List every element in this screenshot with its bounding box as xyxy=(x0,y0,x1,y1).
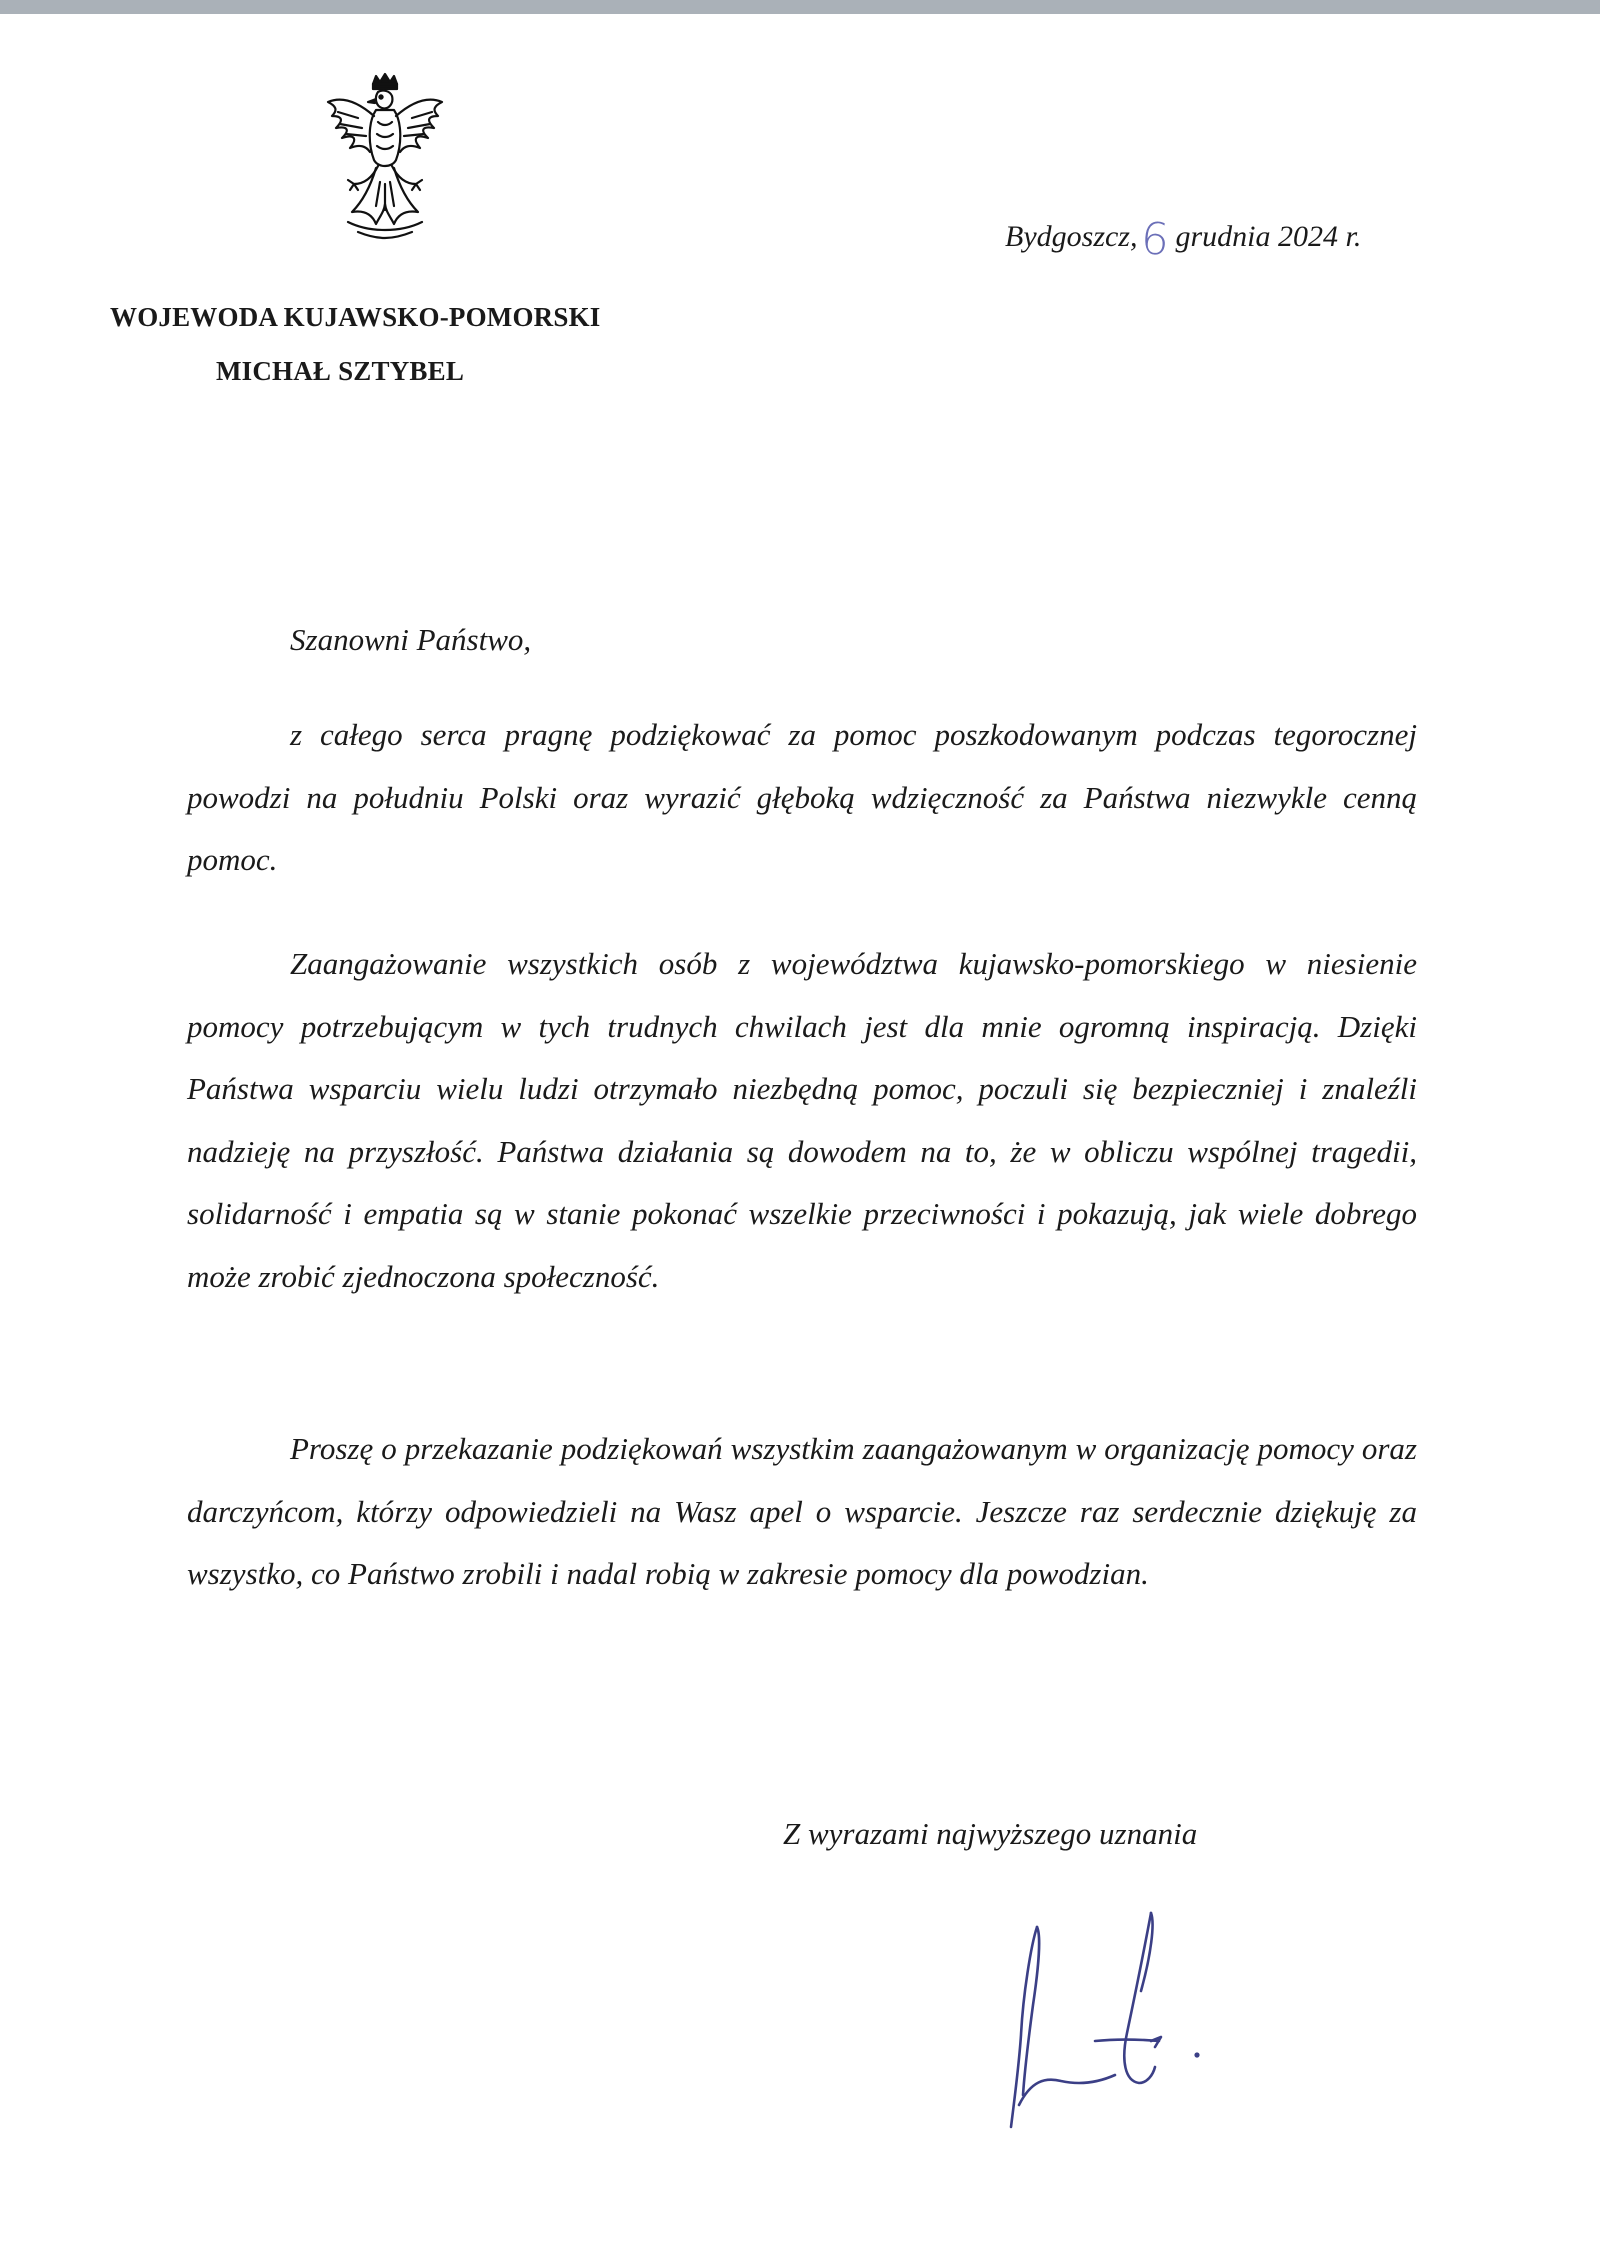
top-border xyxy=(0,0,1600,14)
sender-name: MICHAŁ SZTYBEL xyxy=(215,356,465,386)
handwritten-day: 6 xyxy=(1139,213,1172,266)
closing-phrase: Z wyrazami najwyższego uznania xyxy=(783,1816,1198,1851)
polish-eagle-emblem-icon xyxy=(318,72,452,240)
sender-title: WOJEWODA KUJAWSKO-POMORSKI xyxy=(110,302,601,332)
salutation: Szanowni Państwo, xyxy=(290,622,532,657)
date-place: Bydgoszcz, xyxy=(1005,220,1138,253)
date-month-year: grudnia 2024 r. xyxy=(1175,220,1362,253)
sender-block xyxy=(110,290,601,398)
letter-date xyxy=(1005,206,1362,266)
paragraph-request: Proszę o przekazanie podziękowań wszystkim zaangażowanym w organizację pomocy oraz darczyńcom, którzy odpowiedzieli na Wasz apel o wsparcie. Jeszcze raz serdecznie dziękuję za wszystko, co Państwo zrobili i nadal robią w zakresie pomocy dla powodzian. xyxy=(187,1431,1417,1591)
paragraph-thanks: z całego serca pragnę podziękować za pomoc poszkodowanym podczas tegorocznej powodzi na południu Polski oraz wyrazić głęboką wdzięczność za Państwa niezwykle cenną pomoc. xyxy=(187,717,1417,877)
handwritten-signature xyxy=(975,1905,1235,2145)
paragraph-engagement: Zaangażowanie wszystkich osób z województwa kujawsko-pomorskiego w niesienie pomocy potrzebującym w tych trudnych chwilach jest dla mnie ogromną inspiracją. Dzięki Państwa wsparciu wielu ludzi otrzymało niezbędną pomoc, poczuli się bezpieczniej i znaleźli nadzieję na przyszłość. Państwa działania są dowodem na to, że w obliczu wspólnej tragedii, solidarność i empatia są w stanie pokonać wszelkie przeciwności i pokazują, jak wiele dobrego może zrobić zjednoczona społeczność. xyxy=(187,946,1417,1294)
